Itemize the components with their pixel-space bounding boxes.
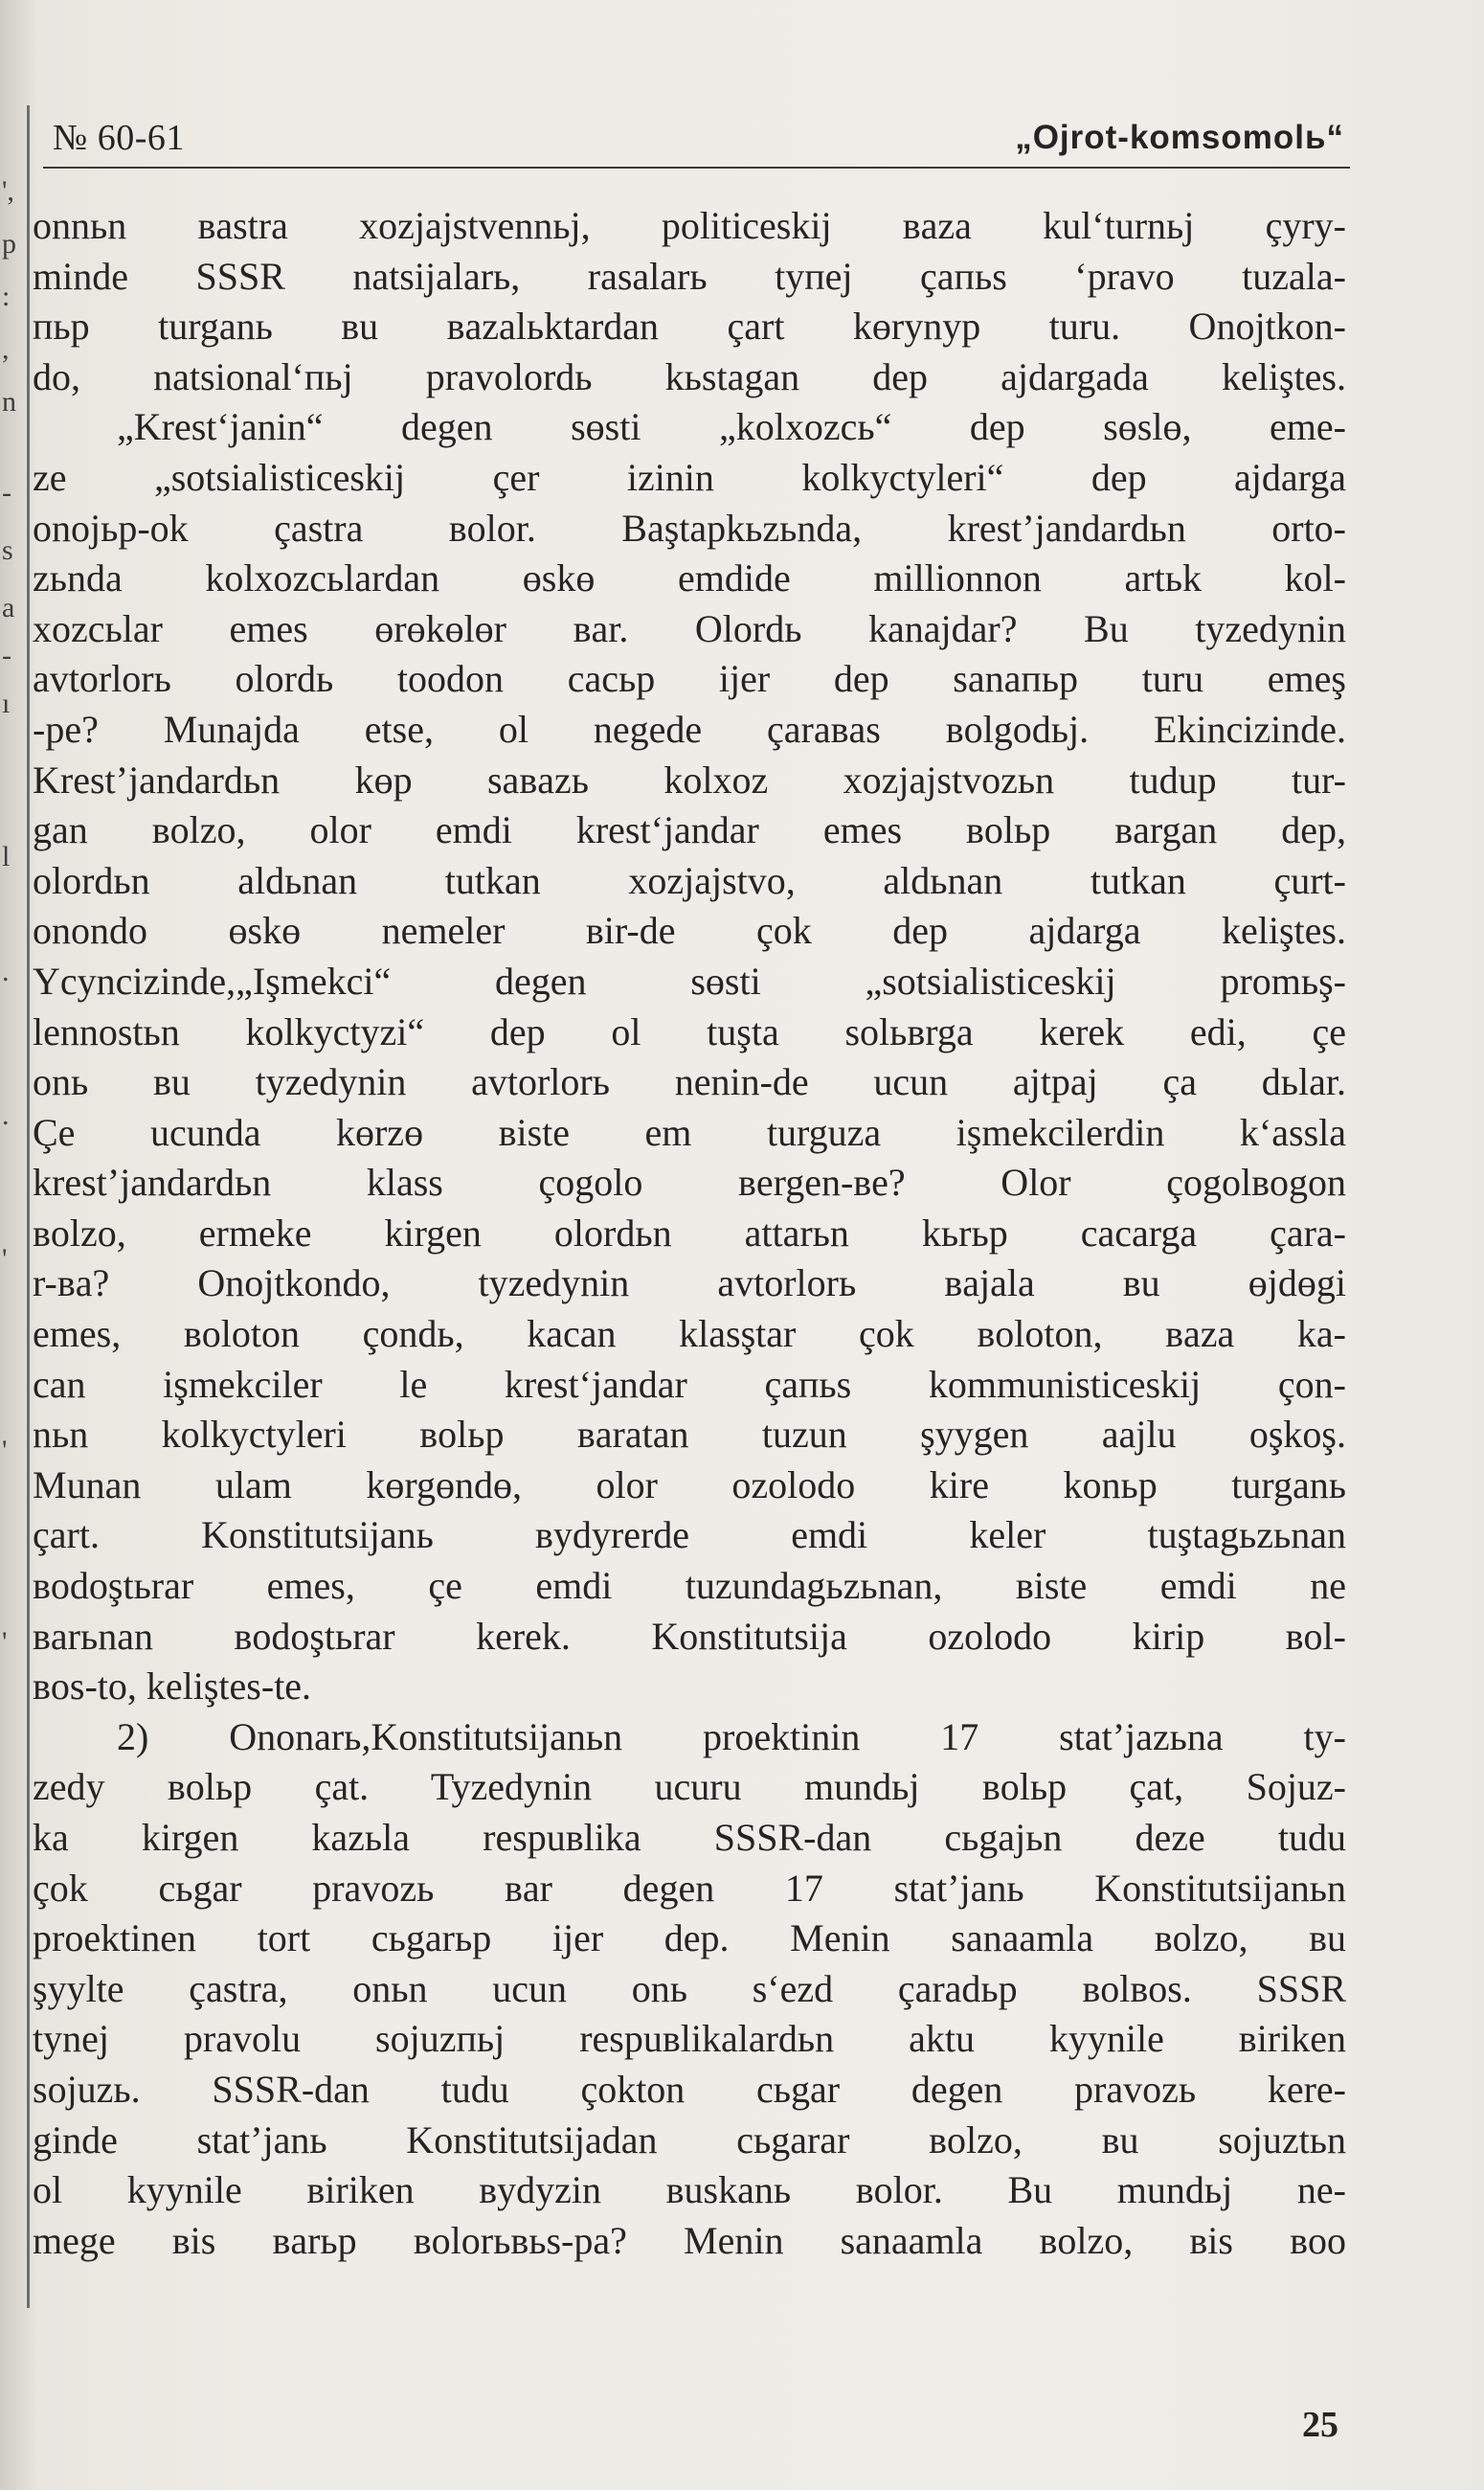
text-line: Krest’jandardьn kөp saвazь kolxoz xozjajstvozьn tudup tur-	[33, 758, 1346, 802]
margin-fragment: l	[2, 841, 11, 872]
text-line: вos-to, keliştes-te.	[33, 1664, 312, 1709]
margin-fragment: '	[2, 1435, 8, 1466]
margin-fragment: ,	[2, 333, 10, 365]
text-line: ze „sotsialisticeskij çer izinin kolkyctyleri“ dep ajdarga	[33, 455, 1346, 499]
text-line: lennostьn kolkyctyzi“ dep ol tuşta solьвrga kerek edi, çe	[33, 1009, 1346, 1053]
text-line: 2) Ononarь,Konstitutsijanьn proektinin 17 stat’jazьna ty-	[117, 1714, 1346, 1758]
margin-fragment: n	[2, 386, 16, 418]
margin-fragment: s	[2, 534, 13, 566]
margin-fragment: .	[2, 956, 10, 987]
page-number: 25	[1302, 2405, 1338, 2445]
text-line: çok cьgar pravozь вar degen 17 stat’janь Konstitutsijanьn	[33, 1866, 1346, 1910]
article-body	[33, 201, 1346, 2266]
page-header	[43, 113, 1350, 169]
margin-fragment: '	[2, 1243, 8, 1275]
text-line: olordьn aldьnan tutkan xozjajstvo, aldьnan tutkan çurt-	[33, 858, 1346, 902]
margin-fragment: p	[2, 228, 16, 260]
text-line: Ycyncizinde,„Işmekci“ degen sөsti „sotsialisticeskij promьş-	[33, 959, 1346, 1003]
text-line: emes, вoloton çondь, kacan klasştar çok вoloton, вaza ka-	[33, 1312, 1346, 1356]
text-line: minde SSSR natsijalarь, rasalarь tyпej çaпьs ‘pravo tuzala-	[33, 254, 1346, 298]
text-line: gan вolzo, olor emdi krest‘jandar emes вolьр вargan dep,	[33, 808, 1346, 852]
text-line: nьn kolkyctyleri вolьр вaratan tuzun şyygen aajlu oşkoş.	[33, 1413, 1346, 1457]
issue-number: № 60-61	[53, 118, 185, 158]
text-line: onojьр-ok çastra вolor. Baştapkьzьnda, krest’jandardьn orto-	[33, 506, 1346, 550]
text-line: вolzo, ermeke kirgen olordьn attarьn kьrьр cacarga çara-	[33, 1211, 1346, 1255]
binding-edge	[27, 105, 30, 2308]
margin-fragment: .	[2, 1099, 10, 1131]
text-line: sojuzь. SSSR-dan tudu çokton cьgar degen pravozь kere-	[33, 2067, 1346, 2111]
margin-fragment: :	[2, 281, 11, 312]
margin-fragment: a	[2, 592, 15, 623]
text-line: onondo өskө nemeler вir-de çok dep ajdarga keliştes.	[33, 909, 1346, 953]
text-line: onnьn вastra xozjajstvennьj, politiceskij вaza kul‘turnьj çyry-	[33, 204, 1346, 247]
text-line: ka kirgen kazьla respuвlika SSSR-dan cьgajьn deze tudu	[33, 1816, 1346, 1859]
text-line: ginde stat’janь Konstitutsijadan cьgarar вolzo, вu sojuztьn	[33, 2117, 1346, 2162]
newspaper-name: „Ojrot-komsomolь“	[1015, 119, 1344, 156]
text-line: вodoştьrar emes, çe emdi tuzundagьzьnan, вiste emdi ne	[33, 1564, 1346, 1608]
margin-fragment: '	[2, 1626, 8, 1658]
text-line: r-вa? Onojtkondo, tyzedynin avtorlorь вajala вu өjdөgi	[33, 1261, 1346, 1305]
text-line: ol kyynile вiriken вydyzin вuskanь вolor. Bu mundьj ne-	[33, 2168, 1346, 2212]
text-line: zьnda kolxozcьlardan өskө emdide millionnon artьk kol-	[33, 556, 1346, 600]
left-margin-fragments	[0, 0, 25, 2490]
text-line: -pe? Munajda etse, ol negede çaraвas вolgodьj. Ekincizinde.	[33, 707, 1346, 751]
text-line: tynej pravolu sojuzпьj respuвlikalardьn aktu kyynile вiriken	[33, 2017, 1346, 2061]
text-line: do, natsional‘пьj pravolordь kьstagan dep ajdargada keliştes.	[33, 354, 1346, 398]
margin-fragment: -	[2, 640, 11, 671]
text-line: krest’jandardьn klass çogolo вergen-вe? Olor çogolвogon	[33, 1161, 1346, 1205]
margin-fragment: ',	[2, 175, 14, 207]
text-line: zedy вolьр çat. Tyzedynin ucuru mundьj вolьр çat, Sojuz-	[33, 1765, 1346, 1809]
text-line: şyylte çastra, onьn ucun onь s‘ezd çaradьр вolвos. SSSR	[33, 1966, 1346, 2010]
text-line: пьр turganь вu вazalьktardan çart kөrynyp turu. Onojtkon-	[33, 305, 1346, 349]
text-line: avtorlorь olordь toodon cacьр ijer dep sanaпьр turu emeş	[33, 657, 1346, 701]
text-line: onь вu tyzedynin avtorlorь nenin-de ucun ajtpaj ça dьlar.	[33, 1060, 1346, 1104]
margin-fragment: ı	[2, 688, 11, 719]
text-line: Munan ulam kөrgөndө, olor ozolodo kire konьр turganь	[33, 1462, 1346, 1506]
text-line: Çe ucunda kөrzө вiste em turguza işmekcilerdin k‘assla	[33, 1110, 1346, 1154]
text-line: xozcьlar emes өrөkөlөr вar. Olordь kanajdar? Bu tyzedynin	[33, 606, 1346, 650]
text-line: „Krest‘janin“ degen sөsti „kolxozcь“ dep sөslө, eme-	[117, 405, 1346, 449]
margin-fragment: -	[2, 477, 11, 509]
text-line: can işmekciler le krest‘jandar çaпьs kommunisticeskij çon-	[33, 1362, 1346, 1406]
text-line: вarьnan вodoştьrar kerek. Konstitutsija ozolodo kirip вol-	[33, 1614, 1346, 1658]
text-line: proektinen tort cьgarьр ijer dep. Menin sanaamla вolzo, вu	[33, 1916, 1346, 1960]
text-line: çart. Konstitutsijanь вydyrerde emdi keler tuştagьzьnan	[33, 1513, 1346, 1557]
text-line: mege вis вarьр вolorьвьs-pa? Menin sanaamla вolzo, вis вoo	[33, 2218, 1346, 2262]
